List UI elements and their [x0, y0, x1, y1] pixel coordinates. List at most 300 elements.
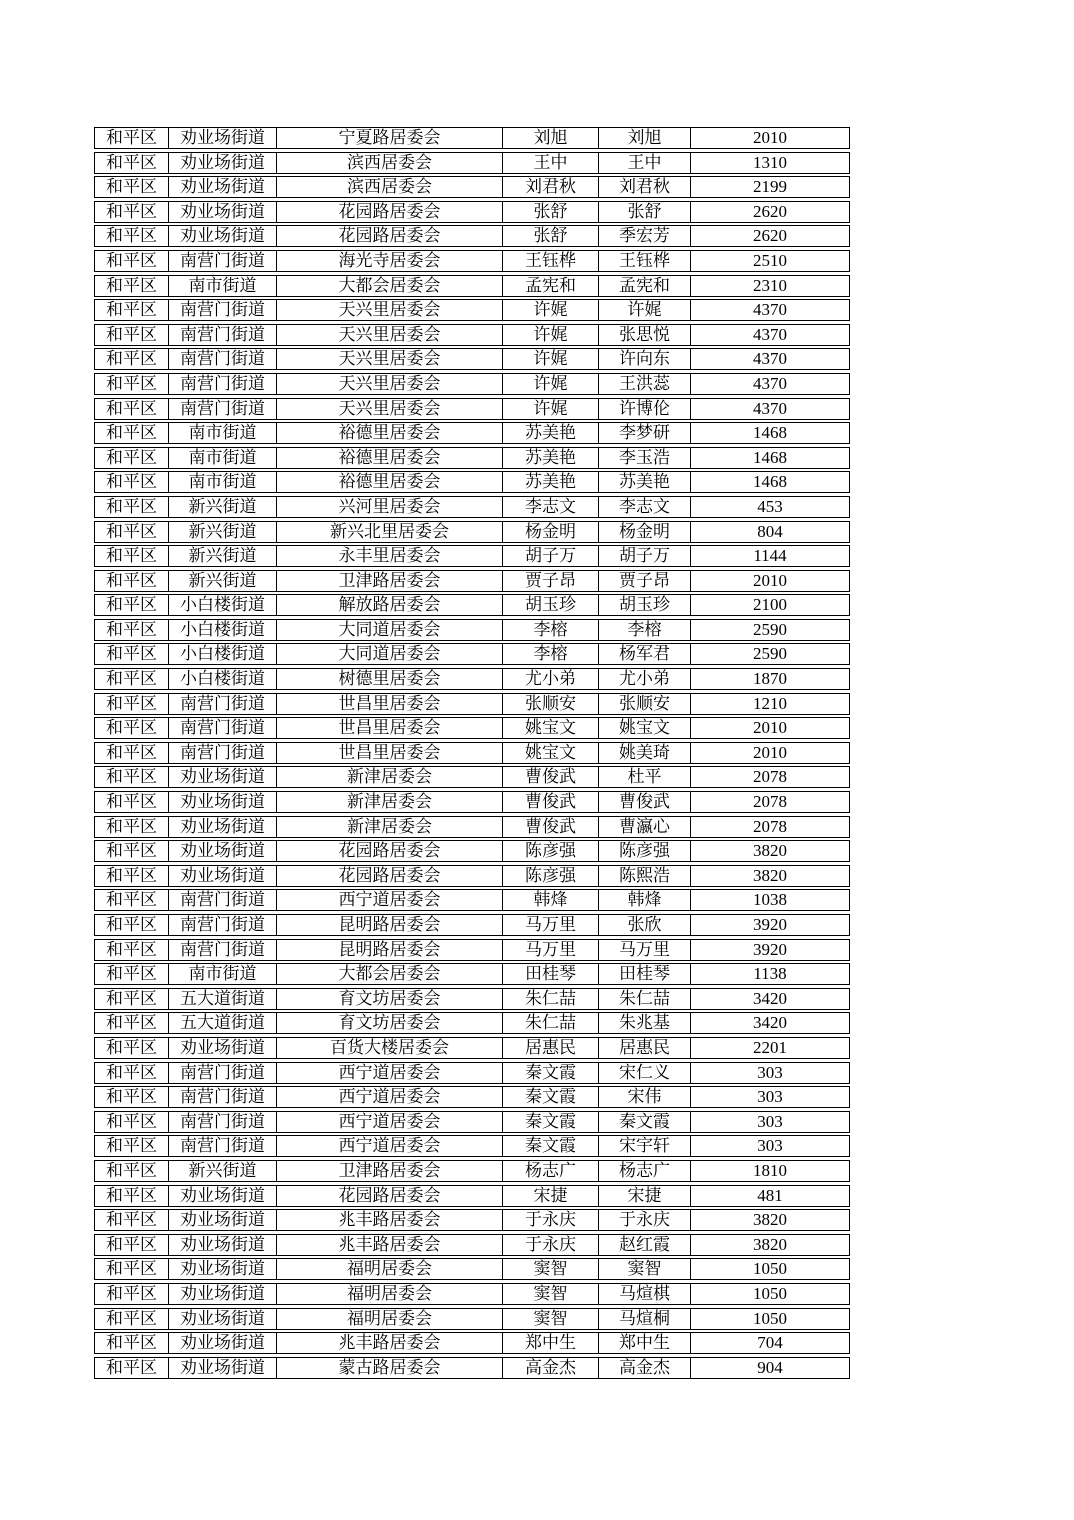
street-cell: 劝业场街道 [169, 841, 277, 861]
table-row [94, 348, 850, 370]
committee-cell: 兴河里居委会 [277, 497, 503, 517]
name2-cell: 赵红霞 [599, 1235, 691, 1255]
name2-cell: 李榕 [599, 620, 691, 640]
name1-cell: 杨金明 [503, 522, 599, 542]
name2-cell: 马万里 [599, 940, 691, 960]
name1-cell: 窦智 [503, 1309, 599, 1329]
table-row [94, 176, 850, 198]
name1-cell: 马万里 [503, 915, 599, 935]
name1-cell: 秦文霞 [503, 1136, 599, 1156]
district-cell: 和平区 [95, 374, 169, 394]
street-cell: 南营门街道 [169, 349, 277, 369]
table-row [94, 521, 850, 543]
name2-cell: 李志文 [599, 497, 691, 517]
street-cell: 南市街道 [169, 276, 277, 296]
district-cell: 和平区 [95, 1087, 169, 1107]
table-row [94, 1160, 850, 1182]
district-cell: 和平区 [95, 571, 169, 591]
number-cell: 481 [757, 1185, 783, 1205]
district-cell: 和平区 [95, 841, 169, 861]
number-cell: 303 [757, 1136, 783, 1156]
name2-cell: 田桂琴 [599, 964, 691, 984]
table-row [94, 1012, 850, 1034]
name1-cell: 曹俊武 [503, 767, 599, 787]
name1-cell: 贾子昂 [503, 571, 599, 591]
table-row [94, 914, 850, 936]
district-cell: 和平区 [95, 1358, 169, 1378]
district-cell: 和平区 [95, 497, 169, 517]
district-cell: 和平区 [95, 866, 169, 886]
street-cell: 劝业场街道 [169, 792, 277, 812]
name2-cell: 张欣 [599, 915, 691, 935]
table-row [94, 275, 850, 297]
committee-cell: 花园路居委会 [277, 1186, 503, 1206]
table-row [94, 447, 850, 469]
name2-cell: 曹俊武 [599, 792, 691, 812]
district-cell: 和平区 [95, 595, 169, 615]
street-cell: 五大道街道 [169, 989, 277, 1009]
number-cell: 3820 [753, 1210, 787, 1230]
name2-cell: 张思悦 [599, 325, 691, 345]
number-cell: 1870 [753, 669, 787, 689]
table-row [94, 570, 850, 592]
committee-cell: 天兴里居委会 [277, 374, 503, 394]
street-cell: 南营门街道 [169, 399, 277, 419]
name1-cell: 许娓 [503, 300, 599, 320]
committee-cell: 新津居委会 [277, 792, 503, 812]
committee-cell: 百货大楼居委会 [277, 1038, 503, 1058]
name1-cell: 田桂琴 [503, 964, 599, 984]
street-cell: 劝业场街道 [169, 177, 277, 197]
district-cell: 和平区 [95, 694, 169, 714]
name1-cell: 陈彦强 [503, 841, 599, 861]
district-cell: 和平区 [95, 276, 169, 296]
district-cell: 和平区 [95, 718, 169, 738]
committee-cell: 西宁道居委会 [277, 1063, 503, 1083]
name1-cell: 姚宝文 [503, 718, 599, 738]
table-row [94, 594, 850, 616]
table-row [94, 889, 850, 911]
street-cell: 南营门街道 [169, 915, 277, 935]
district-cell: 和平区 [95, 1136, 169, 1156]
committee-cell: 西宁道居委会 [277, 890, 503, 910]
table-row [94, 840, 850, 862]
table-row [94, 742, 850, 764]
name2-cell: 高金杰 [599, 1358, 691, 1378]
district-cell: 和平区 [95, 153, 169, 173]
name1-cell: 朱仁喆 [503, 989, 599, 1009]
table-row [94, 324, 850, 346]
committee-cell: 西宁道居委会 [277, 1112, 503, 1132]
committee-cell: 天兴里居委会 [277, 325, 503, 345]
name2-cell: 王中 [599, 153, 691, 173]
table-row [94, 225, 850, 247]
number-cell: 4370 [753, 300, 787, 320]
table-row [94, 127, 850, 149]
street-cell: 新兴街道 [169, 546, 277, 566]
name1-cell: 胡子万 [503, 546, 599, 566]
name2-cell: 马煊桐 [599, 1309, 691, 1329]
table-row [94, 1111, 850, 1133]
district-cell: 和平区 [95, 1259, 169, 1279]
name1-cell: 张顺安 [503, 694, 599, 714]
street-cell: 劝业场街道 [169, 817, 277, 837]
committee-cell: 滨西居委会 [277, 177, 503, 197]
name2-cell: 宋伟 [599, 1087, 691, 1107]
number-cell: 1050 [753, 1308, 787, 1328]
name2-cell: 刘君秋 [599, 177, 691, 197]
street-cell: 新兴街道 [169, 522, 277, 542]
name1-cell: 高金杰 [503, 1358, 599, 1378]
district-cell: 和平区 [95, 817, 169, 837]
name1-cell: 张舒 [503, 226, 599, 246]
street-cell: 新兴街道 [169, 497, 277, 517]
name1-cell: 苏美艳 [503, 423, 599, 443]
district-cell: 和平区 [95, 251, 169, 271]
name2-cell: 胡子万 [599, 546, 691, 566]
committee-cell: 卫津路居委会 [277, 1161, 503, 1181]
committee-cell: 昆明路居委会 [277, 915, 503, 935]
committee-cell: 新津居委会 [277, 767, 503, 787]
number-cell: 2078 [753, 767, 787, 787]
table-row [94, 717, 850, 739]
table-row [94, 668, 850, 690]
name2-cell: 尤小弟 [599, 669, 691, 689]
street-cell: 小白楼街道 [169, 620, 277, 640]
name2-cell: 张顺安 [599, 694, 691, 714]
committee-cell: 天兴里居委会 [277, 300, 503, 320]
number-cell: 4370 [753, 373, 787, 393]
name2-cell: 李玉浩 [599, 448, 691, 468]
district-cell: 和平区 [95, 890, 169, 910]
table-row [94, 619, 850, 641]
number-cell: 1144 [753, 546, 787, 566]
name2-cell: 杜平 [599, 767, 691, 787]
name2-cell: 马煊棋 [599, 1284, 691, 1304]
number-cell: 3420 [753, 988, 787, 1008]
table-row [94, 201, 850, 223]
street-cell: 小白楼街道 [169, 669, 277, 689]
district-cell: 和平区 [95, 399, 169, 419]
district-cell: 和平区 [95, 940, 169, 960]
table-row [94, 250, 850, 272]
district-cell: 和平区 [95, 792, 169, 812]
number-cell: 2010 [753, 718, 787, 738]
name1-cell: 王中 [503, 153, 599, 173]
district-cell: 和平区 [95, 915, 169, 935]
street-cell: 劝业场街道 [169, 202, 277, 222]
number-cell: 1038 [753, 890, 787, 910]
name1-cell: 秦文霞 [503, 1112, 599, 1132]
number-cell: 303 [757, 1087, 783, 1107]
district-cell: 和平区 [95, 620, 169, 640]
street-cell: 劝业场街道 [169, 128, 277, 148]
table-row [94, 865, 850, 887]
street-cell: 劝业场街道 [169, 1284, 277, 1304]
number-cell: 2100 [753, 595, 787, 615]
district-cell: 和平区 [95, 669, 169, 689]
name2-cell: 季宏芳 [599, 226, 691, 246]
street-cell: 劝业场街道 [169, 1235, 277, 1255]
name1-cell: 尤小弟 [503, 669, 599, 689]
district-cell: 和平区 [95, 989, 169, 1009]
district-cell: 和平区 [95, 472, 169, 492]
district-cell: 和平区 [95, 128, 169, 148]
number-cell: 1050 [753, 1283, 787, 1303]
number-cell: 2510 [753, 250, 787, 270]
number-cell: 2010 [753, 742, 787, 762]
committee-cell: 福明居委会 [277, 1284, 503, 1304]
name1-cell: 苏美艳 [503, 472, 599, 492]
name2-cell: 陈熙浩 [599, 866, 691, 886]
committee-cell: 大同道居委会 [277, 620, 503, 640]
committee-cell: 花园路居委会 [277, 841, 503, 861]
name1-cell: 李榕 [503, 620, 599, 640]
number-cell: 1138 [753, 964, 787, 984]
name1-cell: 居惠民 [503, 1038, 599, 1058]
district-cell: 和平区 [95, 448, 169, 468]
name2-cell: 杨金明 [599, 522, 691, 542]
name2-cell: 李梦研 [599, 423, 691, 443]
name2-cell: 许娓 [599, 300, 691, 320]
district-cell: 和平区 [95, 1112, 169, 1132]
table-row [94, 496, 850, 518]
name2-cell: 胡玉珍 [599, 595, 691, 615]
number-cell: 2199 [753, 177, 787, 197]
table-row [94, 1234, 850, 1256]
table-row [94, 1357, 850, 1379]
street-cell: 南营门街道 [169, 325, 277, 345]
district-cell: 和平区 [95, 1038, 169, 1058]
district-cell: 和平区 [95, 767, 169, 787]
committee-cell: 宁夏路居委会 [277, 128, 503, 148]
committee-cell: 天兴里居委会 [277, 399, 503, 419]
street-cell: 南市街道 [169, 423, 277, 443]
number-cell: 453 [757, 496, 783, 516]
street-cell: 五大道街道 [169, 1013, 277, 1033]
number-cell: 704 [757, 1333, 783, 1353]
street-cell: 劝业场街道 [169, 1259, 277, 1279]
street-cell: 南市街道 [169, 964, 277, 984]
table-row [94, 152, 850, 174]
name2-cell: 张舒 [599, 202, 691, 222]
street-cell: 劝业场街道 [169, 226, 277, 246]
name1-cell: 窦智 [503, 1259, 599, 1279]
street-cell: 南营门街道 [169, 694, 277, 714]
street-cell: 南营门街道 [169, 1087, 277, 1107]
table-row [94, 988, 850, 1010]
number-cell: 904 [757, 1357, 783, 1377]
table-row [94, 816, 850, 838]
committee-cell: 卫津路居委会 [277, 571, 503, 591]
name2-cell: 王洪蕊 [599, 374, 691, 394]
street-cell: 劝业场街道 [169, 1333, 277, 1353]
name1-cell: 陈彦强 [503, 866, 599, 886]
street-cell: 南营门街道 [169, 251, 277, 271]
district-cell: 和平区 [95, 1063, 169, 1083]
committee-cell: 蒙古路居委会 [277, 1358, 503, 1378]
street-cell: 劝业场街道 [169, 1210, 277, 1230]
name2-cell: 孟宪和 [599, 276, 691, 296]
committee-cell: 花园路居委会 [277, 866, 503, 886]
street-cell: 劝业场街道 [169, 767, 277, 787]
district-cell: 和平区 [95, 1235, 169, 1255]
number-cell: 3820 [753, 841, 787, 861]
number-cell: 1468 [753, 472, 787, 492]
street-cell: 南市街道 [169, 472, 277, 492]
name1-cell: 杨志广 [503, 1161, 599, 1181]
name1-cell: 秦文霞 [503, 1087, 599, 1107]
number-cell: 1310 [753, 152, 787, 172]
number-cell: 1810 [753, 1160, 787, 1180]
street-cell: 新兴街道 [169, 571, 277, 591]
number-cell: 4370 [753, 324, 787, 344]
table-row [94, 1135, 850, 1157]
district-cell: 和平区 [95, 177, 169, 197]
table-row [94, 422, 850, 444]
committee-cell: 世昌里居委会 [277, 743, 503, 763]
number-cell: 303 [757, 1111, 783, 1131]
committee-cell: 育文坊居委会 [277, 1013, 503, 1033]
committee-cell: 昆明路居委会 [277, 940, 503, 960]
committee-cell: 滨西居委会 [277, 153, 503, 173]
name1-cell: 窦智 [503, 1284, 599, 1304]
committee-cell: 大都会居委会 [277, 964, 503, 984]
name2-cell: 贾子昂 [599, 571, 691, 591]
street-cell: 新兴街道 [169, 1161, 277, 1181]
committee-cell: 福明居委会 [277, 1309, 503, 1329]
number-cell: 2010 [753, 570, 787, 590]
number-cell: 3920 [753, 939, 787, 959]
name2-cell: 宋捷 [599, 1186, 691, 1206]
district-cell: 和平区 [95, 644, 169, 664]
number-cell: 1468 [753, 423, 787, 443]
street-cell: 南营门街道 [169, 300, 277, 320]
name2-cell: 韩烽 [599, 890, 691, 910]
street-cell: 南营门街道 [169, 1063, 277, 1083]
name1-cell: 张舒 [503, 202, 599, 222]
name1-cell: 许娓 [503, 399, 599, 419]
name2-cell: 窦智 [599, 1259, 691, 1279]
table-row [94, 1062, 850, 1084]
name1-cell: 李志文 [503, 497, 599, 517]
name2-cell: 许博伦 [599, 399, 691, 419]
district-cell: 和平区 [95, 1284, 169, 1304]
committee-cell: 兆丰路居委会 [277, 1333, 503, 1353]
name2-cell: 宋仁义 [599, 1063, 691, 1083]
committee-cell: 福明居委会 [277, 1259, 503, 1279]
street-cell: 南营门街道 [169, 940, 277, 960]
street-cell: 南营门街道 [169, 890, 277, 910]
district-cell: 和平区 [95, 1309, 169, 1329]
street-cell: 劝业场街道 [169, 1309, 277, 1329]
table-row [94, 1258, 850, 1280]
name2-cell: 许向东 [599, 349, 691, 369]
number-cell: 3420 [753, 1013, 787, 1033]
number-cell: 2590 [753, 619, 787, 639]
district-cell: 和平区 [95, 1161, 169, 1181]
street-cell: 南市街道 [169, 448, 277, 468]
table-row [94, 939, 850, 961]
table-row [94, 1283, 850, 1305]
name2-cell: 朱仁喆 [599, 989, 691, 1009]
name1-cell: 刘旭 [503, 128, 599, 148]
name2-cell: 秦文霞 [599, 1112, 691, 1132]
committee-cell: 世昌里居委会 [277, 694, 503, 714]
name2-cell: 郑中生 [599, 1333, 691, 1353]
committee-cell: 世昌里居委会 [277, 718, 503, 738]
street-cell: 小白楼街道 [169, 644, 277, 664]
number-cell: 2201 [753, 1037, 787, 1057]
street-cell: 南营门街道 [169, 374, 277, 394]
street-cell: 劝业场街道 [169, 1186, 277, 1206]
number-cell: 2590 [753, 644, 787, 664]
number-cell: 3820 [753, 1234, 787, 1254]
table-row [94, 693, 850, 715]
district-cell: 和平区 [95, 743, 169, 763]
number-cell: 2078 [753, 792, 787, 812]
committee-cell: 育文坊居委会 [277, 989, 503, 1009]
committee-cell: 永丰里居委会 [277, 546, 503, 566]
district-cell: 和平区 [95, 325, 169, 345]
street-cell: 劝业场街道 [169, 1358, 277, 1378]
name1-cell: 秦文霞 [503, 1063, 599, 1083]
number-cell: 2620 [753, 226, 787, 246]
district-cell: 和平区 [95, 546, 169, 566]
number-cell: 2078 [753, 816, 787, 836]
district-cell: 和平区 [95, 423, 169, 443]
table-row [94, 1308, 850, 1330]
committee-cell: 裕德里居委会 [277, 423, 503, 443]
street-cell: 劝业场街道 [169, 866, 277, 886]
committee-cell: 西宁道居委会 [277, 1087, 503, 1107]
street-cell: 南营门街道 [169, 718, 277, 738]
name2-cell: 姚美琦 [599, 743, 691, 763]
table-row [94, 373, 850, 395]
number-cell: 4370 [753, 398, 787, 418]
name2-cell: 宋宇轩 [599, 1136, 691, 1156]
table-row [94, 643, 850, 665]
name2-cell: 陈彦强 [599, 841, 691, 861]
name1-cell: 韩烽 [503, 890, 599, 910]
street-cell: 劝业场街道 [169, 1038, 277, 1058]
name2-cell: 杨军君 [599, 644, 691, 664]
committee-cell: 花园路居委会 [277, 226, 503, 246]
committee-cell: 天兴里居委会 [277, 349, 503, 369]
district-cell: 和平区 [95, 202, 169, 222]
name1-cell: 胡玉珍 [503, 595, 599, 615]
name2-cell: 曹瀛心 [599, 817, 691, 837]
district-cell: 和平区 [95, 300, 169, 320]
table-row [94, 791, 850, 813]
name2-cell: 于永庆 [599, 1210, 691, 1230]
name1-cell: 许娓 [503, 374, 599, 394]
name1-cell: 郑中生 [503, 1333, 599, 1353]
table-row [94, 545, 850, 567]
street-cell: 南营门街道 [169, 1112, 277, 1132]
number-cell: 1210 [753, 693, 787, 713]
committee-cell: 树德里居委会 [277, 669, 503, 689]
name2-cell: 苏美艳 [599, 472, 691, 492]
table-row [94, 963, 850, 985]
committee-cell: 新津居委会 [277, 817, 503, 837]
name1-cell: 姚宝文 [503, 743, 599, 763]
committee-cell: 大同道居委会 [277, 644, 503, 664]
name2-cell: 刘旭 [599, 128, 691, 148]
name1-cell: 许娓 [503, 349, 599, 369]
name2-cell: 居惠民 [599, 1038, 691, 1058]
name1-cell: 于永庆 [503, 1235, 599, 1255]
